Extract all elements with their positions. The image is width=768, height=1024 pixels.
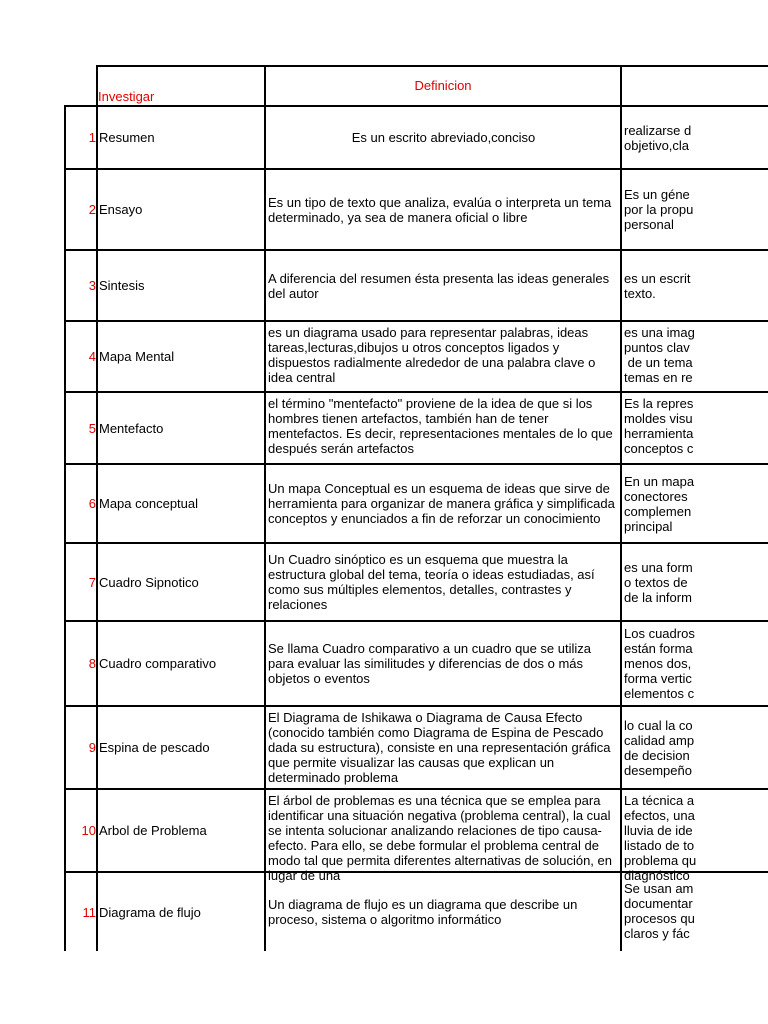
row-definition: Un diagrama de flujo es un diagrama que describe un proceso, sistema o algoritmo informático [268, 897, 578, 927]
row-name: Mentefacto [99, 420, 164, 436]
row-number: 10 [81, 823, 96, 838]
row-extra: es una form o textos de de la inform [624, 559, 693, 605]
row-extra: En un mapa conectores complemen principal [624, 473, 695, 534]
row-number: 4 [88, 349, 96, 364]
row-number: 1 [88, 130, 96, 145]
row-number: 8 [88, 656, 96, 671]
row-definition: Un mapa Conceptual es un esquema de ideas que sirve de herramienta para organizar de manera gráfica y simplificada conceptos y enunciados a fin de reforzar un conocimiento [268, 481, 615, 526]
row-definition: El árbol de problemas es una técnica que se emplea para identificar una situación negativa (problema central), la cual se intenta solucionar analizando relaciones de tipo causa-efecto. Para ello, se debe formular el problema central de modo tal que permita diferentes alternativas de solución, en lugar de una [268, 793, 612, 883]
row-name: Cuadro comparativo [99, 656, 217, 671]
row-name: Espina de pescado [99, 740, 210, 755]
row-extra: La técnica a efectos, una lluvia de ide listado de to problema qu diagnóstico [624, 793, 697, 883]
row-extra: es un escrit texto. [624, 270, 691, 301]
row-definition: El Diagrama de Ishikawa o Diagrama de Causa Efecto (conocido también como Diagrama de Espina de Pescado dada su estructura), consiste en una representación gráfica que permite visualizar las causas que explican un determinado problema [268, 710, 611, 785]
row-name: Ensayo [99, 202, 143, 217]
row-extra: Es la repres moldes visu herramienta conceptos c [624, 396, 694, 456]
row-number: 6 [88, 496, 96, 511]
row-extra: Se usan am documentar procesos qu claros y fác [624, 881, 695, 941]
row-extra: es una imag puntos clav de un tema temas en re [624, 325, 695, 385]
grid-line [96, 65, 768, 67]
row-extra: Los cuadros están forma menos dos, forma vertic elementos c [624, 626, 695, 701]
row-number: 5 [88, 420, 96, 436]
row-number: 2 [88, 202, 96, 217]
row-extra: Es un géne por la propu personal [624, 187, 694, 232]
row-name: Diagrama de flujo [99, 904, 201, 920]
row-extra: lo cual la co calidad amp de decision desempeño [624, 717, 695, 778]
row-name: Resumen [99, 130, 155, 145]
row-definition: el término "mentefacto" proviene de la idea de que si los hombres tienen artefactos, también han de tener mentefactos. Es decir, representaciones mentales de lo que después serán artefactos [268, 396, 613, 456]
row-name: Mapa conceptual [99, 496, 199, 511]
row-number: 11 [82, 904, 96, 920]
row-name: Sintesis [99, 278, 145, 293]
row-definition: Un Cuadro sinóptico es un esquema que muestra la estructura global del tema, teoría o ideas estudiadas, así como sus múltiples elementos, detalles, contrastes y relaciones [268, 552, 595, 612]
row-number: 7 [88, 574, 96, 590]
row-definition: es un diagrama usado para representar palabras, ideas tareas,lecturas,dibujos u otros conceptos ligados y dispuestos radialmente alrededor de una palabra clave o idea central [268, 325, 596, 385]
row-name: Arbol de Problema [99, 823, 207, 838]
row-definition: Es un tipo de texto que analiza, evalúa o interpreta un tema determinado, ya sea de manera oficial o libre [268, 194, 612, 225]
row-definition: Es un escrito abreviado,conciso [351, 130, 536, 145]
row-definition: Se llama Cuadro comparativo a un cuadro que se utiliza para evaluar las similitudes y diferencias de dos o más objetos o eventos [268, 641, 592, 686]
row-definition: A diferencia del resumen ésta presenta las ideas generales del autor [268, 270, 610, 301]
row-extra: realizarse d objetivo,cla [624, 122, 692, 153]
row-name: Cuadro Sipnotico [99, 574, 199, 590]
header-investigar: Investigar [98, 89, 155, 104]
row-name: Mapa Mental [99, 349, 175, 364]
row-number: 9 [88, 740, 96, 755]
header-definicion: Definicion [414, 78, 472, 93]
row-number: 3 [88, 278, 96, 293]
